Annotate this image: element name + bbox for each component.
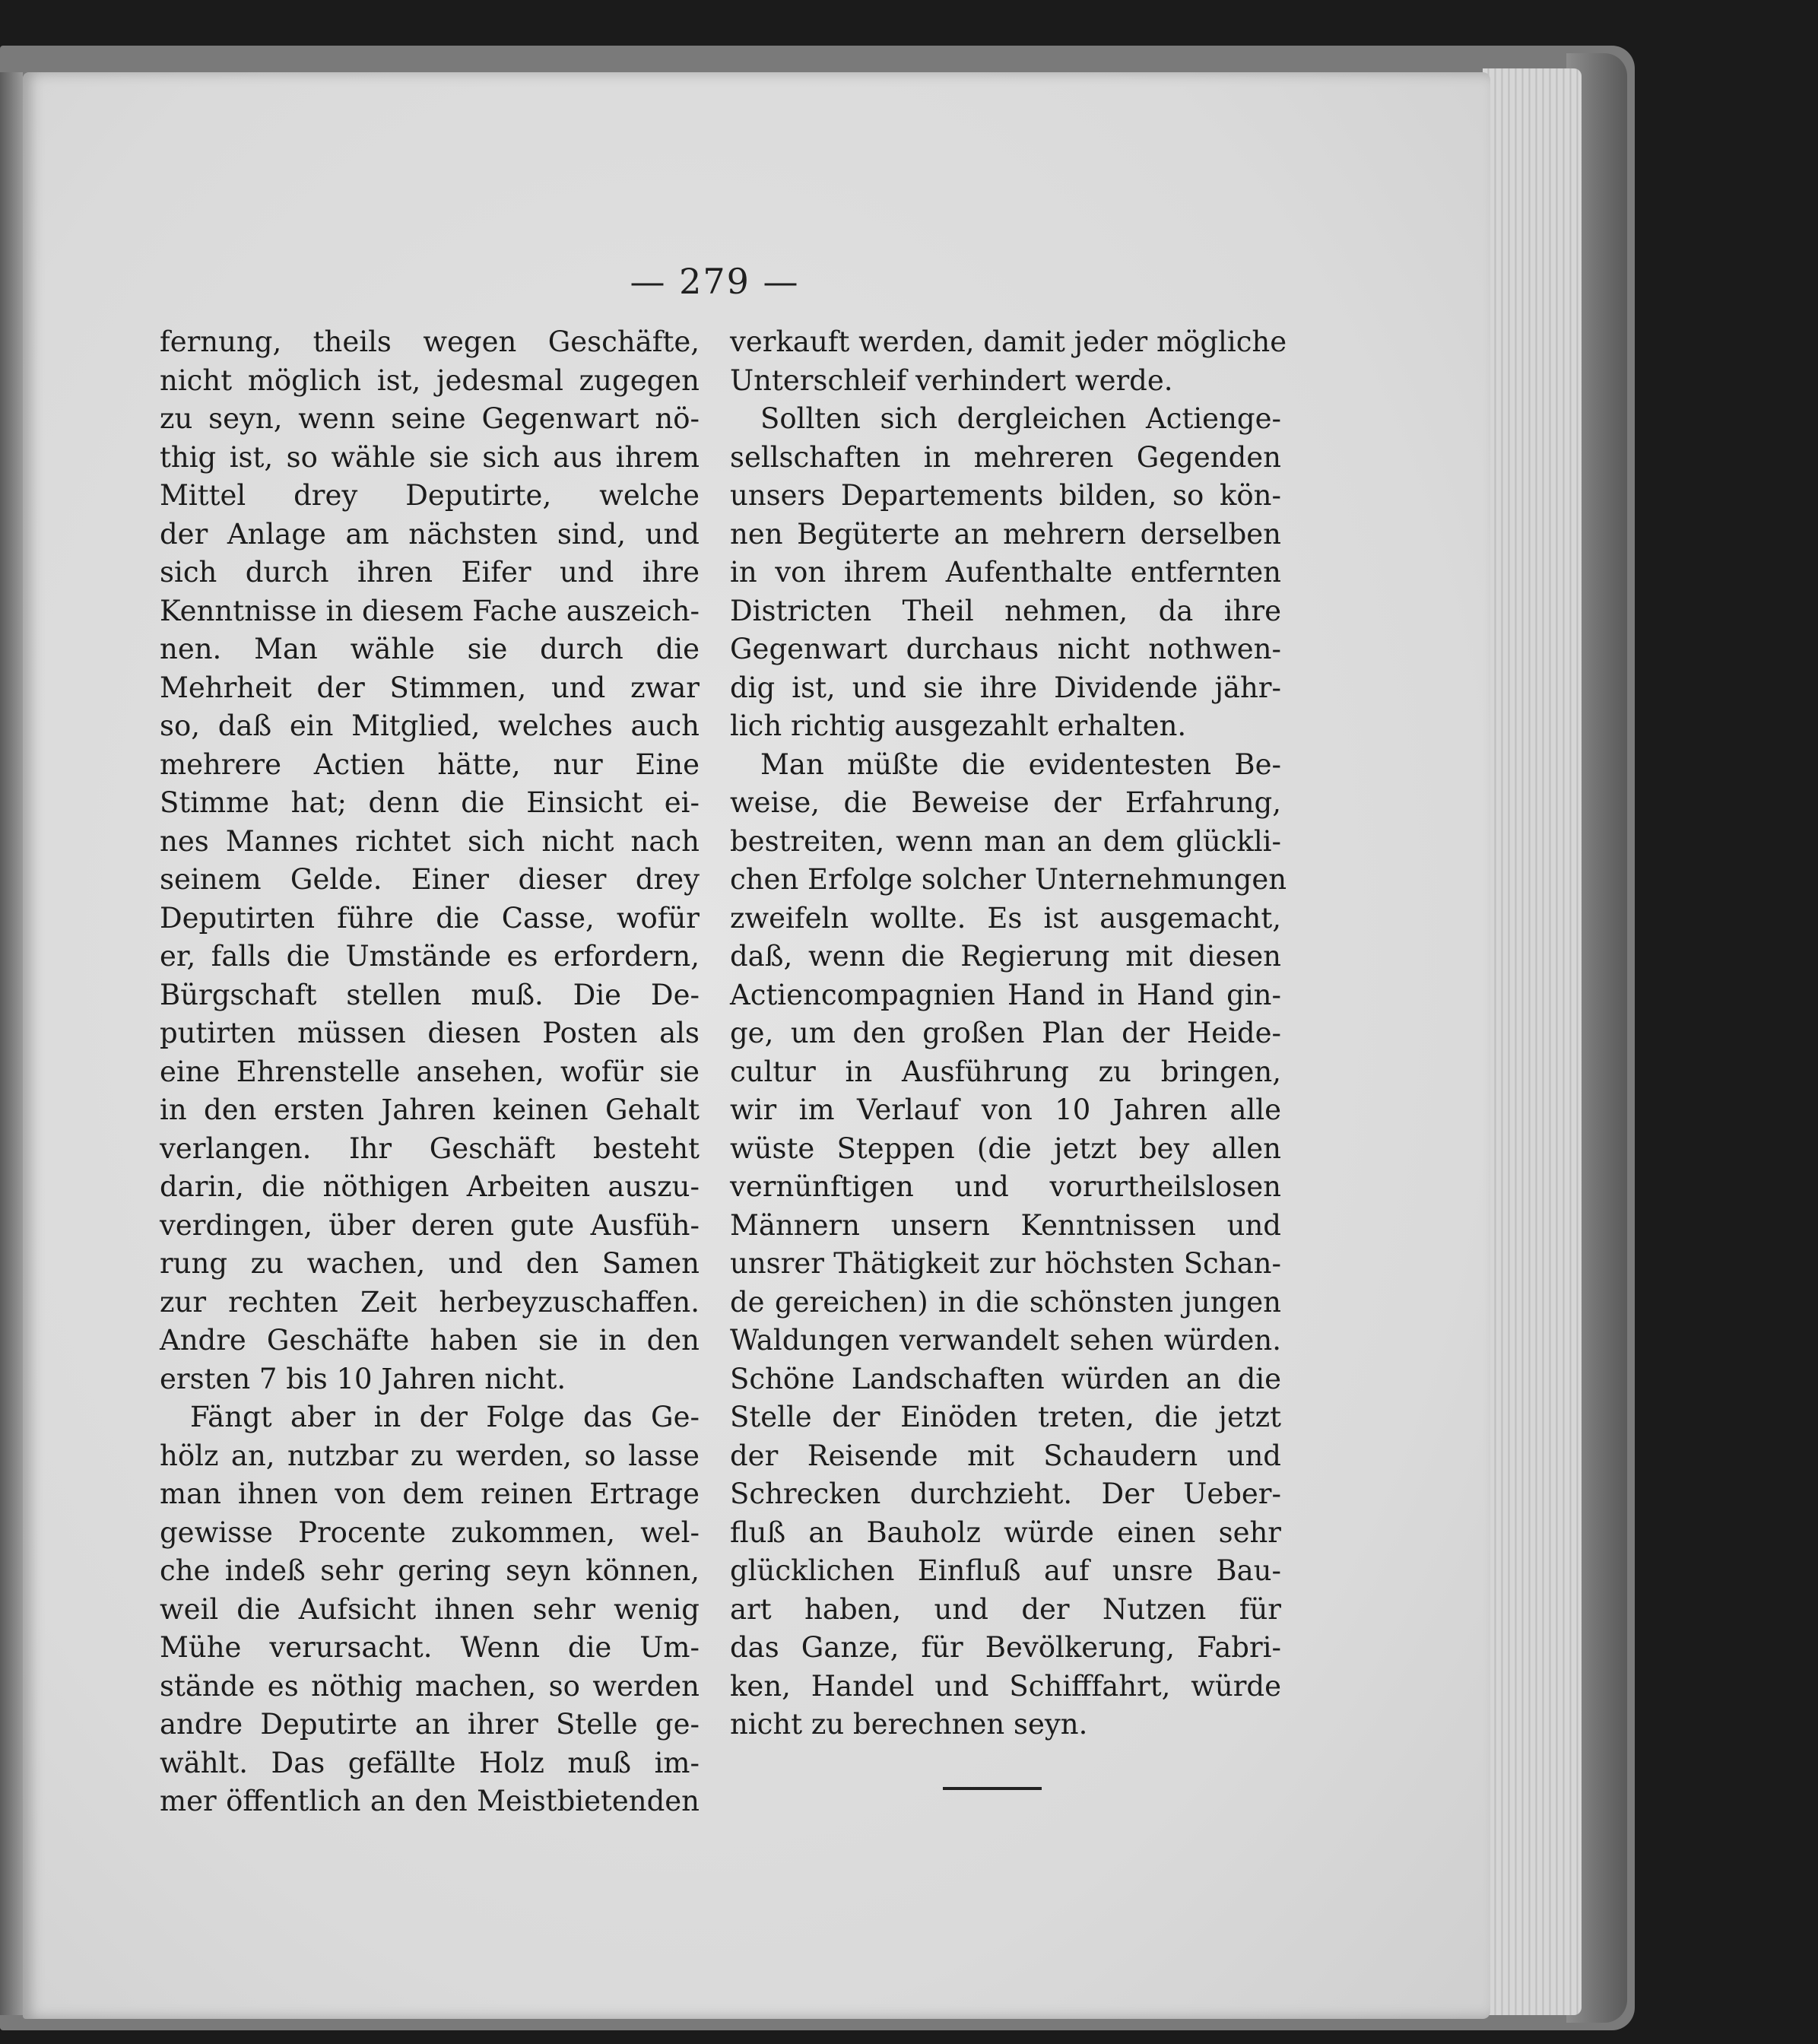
text-line: nen Begüterte an mehrern derselben	[730, 517, 1281, 551]
text-line: verdingen, über deren gute Ausfüh-	[160, 1208, 700, 1242]
text-line: der Anlage am nächsten sind, und	[160, 517, 700, 551]
text-line: wüste Steppen (die jetzt bey allen	[730, 1132, 1281, 1165]
text-line: der Reisende mit Schaudern und	[730, 1439, 1281, 1472]
text-line: mehrere Actien hätte, nur Eine	[160, 747, 700, 781]
text-line: Schrecken durchzieht. Der Ueber-	[730, 1477, 1281, 1510]
text-line: Andre Geschäfte haben sie in den	[160, 1324, 700, 1357]
page-edges	[1483, 68, 1582, 2015]
text-line: weise, die Beweise der Erfahrung,	[730, 786, 1281, 819]
text-line: thig ist, so wähle sie sich aus ihrem	[160, 440, 700, 474]
text-line: Stelle der Einöden treten, die jetzt	[730, 1401, 1281, 1433]
text-line: Mehrheit der Stimmen, und zwar	[160, 671, 700, 704]
text-line: dig ist, und sie ihre Dividende jähr-	[730, 671, 1281, 704]
text-line: Fängt aber in der Folge das Ge-	[190, 1401, 700, 1433]
text-line: Unterschleif verhindert werde.	[730, 363, 1173, 397]
text-line: che indeß sehr gering seyn können,	[160, 1554, 700, 1587]
text-line: hölz an, nutzbar zu werden, so lasse	[160, 1439, 700, 1472]
text-line: fluß an Bauholz würde einen sehr	[730, 1516, 1281, 1549]
text-line: verkauft werden, damit jeder mögliche	[730, 325, 1287, 358]
text-line: ken, Handel und Schifffahrt, würde	[730, 1669, 1281, 1703]
end-rule	[943, 1787, 1042, 1790]
text-line: er, falls die Umstände es erfordern,	[160, 940, 700, 973]
text-line: Stimme hat; denn die Einsicht ei-	[160, 786, 700, 819]
text-line: Bürgschaft stellen muß. Die De-	[160, 978, 700, 1011]
text-line: fernung, theils wegen Geschäfte,	[160, 325, 700, 358]
text-line: Waldungen verwandelt sehen würden.	[730, 1324, 1281, 1357]
text-line: Man müßte die evidentesten Be-	[760, 747, 1281, 781]
text-line: sellschaften in mehreren Gegenden	[730, 440, 1281, 474]
text-line: nicht zu berechnen seyn.	[730, 1708, 1088, 1741]
text-line: putirten müssen diesen Posten als	[160, 1017, 700, 1049]
text-line: ge, um den großen Plan der Heide-	[730, 1017, 1281, 1049]
text-line: de gereichen) in die schönsten jungen	[730, 1285, 1281, 1319]
book-page	[23, 72, 1490, 2019]
text-line: Districten Theil nehmen, da ihre	[730, 594, 1281, 627]
text-line: wir im Verlauf von 10 Jahren alle	[730, 1093, 1281, 1126]
text-line: glücklichen Einfluß auf unsre Bau-	[730, 1554, 1281, 1587]
text-line: Männern unsern Kenntnissen und	[730, 1208, 1281, 1242]
text-line: Mühe verursacht. Wenn die Um-	[160, 1631, 700, 1664]
text-line: in den ersten Jahren keinen Gehalt	[160, 1093, 700, 1126]
page-number: — 279 —	[630, 261, 800, 302]
text-column-right	[730, 323, 1287, 1744]
text-line: das Ganze, für Bevölkerung, Fabri-	[730, 1631, 1281, 1664]
text-line: weil die Aufsicht ihnen sehr wenig	[160, 1592, 700, 1626]
text-line: Gegenwart durchaus nicht nothwen-	[730, 633, 1281, 665]
text-column-left	[160, 323, 700, 1821]
text-line: ersten 7 bis 10 Jahren nicht.	[160, 1362, 566, 1395]
book-gutter	[0, 72, 23, 2015]
text-line: Actiencompagnien Hand in Hand gin-	[730, 978, 1281, 1011]
text-line: in von ihrem Aufenthalte entfernten	[730, 556, 1281, 589]
text-line: nen. Man wähle sie durch die	[160, 633, 700, 665]
text-line: rung zu wachen, und den Samen	[160, 1247, 700, 1280]
text-line: daß, wenn die Regierung mit diesen	[730, 940, 1281, 973]
text-line: verlangen. Ihr Geschäft besteht	[160, 1132, 700, 1165]
text-line: zweifeln wollte. Es ist ausgemacht,	[730, 901, 1281, 935]
text-line: Sollten sich dergleichen Actienge-	[760, 402, 1281, 435]
text-line: andre Deputirte an ihrer Stelle ge-	[160, 1708, 700, 1741]
text-line: Schöne Landschaften würden an die	[730, 1362, 1281, 1395]
text-line: stände es nöthig machen, so werden	[160, 1669, 700, 1703]
text-line: darin, die nöthigen Arbeiten auszu-	[160, 1170, 700, 1203]
text-line: seinem Gelde. Einer dieser drey	[160, 863, 700, 896]
text-line: zur rechten Zeit herbeyzuschaffen.	[160, 1285, 700, 1319]
text-line: wählt. Das gefällte Holz muß im-	[160, 1746, 700, 1779]
text-line: mer öffentlich an den Meistbietenden	[160, 1785, 700, 1817]
text-line: nicht möglich ist, jedesmal zugegen	[160, 363, 700, 397]
text-line: eine Ehrenstelle ansehen, wofür sie	[160, 1055, 700, 1088]
text-line: Kenntnisse in diesem Fache auszeich-	[160, 594, 700, 627]
text-line: so, daß ein Mitglied, welches auch	[160, 709, 700, 742]
text-line: sich durch ihren Eifer und ihre	[160, 556, 700, 589]
text-line: bestreiten, wenn man an dem glückli-	[730, 824, 1281, 858]
text-line: cultur in Ausführung zu bringen,	[730, 1055, 1281, 1088]
text-line: zu seyn, wenn seine Gegenwart nö-	[160, 402, 700, 435]
text-line: man ihnen von dem reinen Ertrage	[160, 1477, 700, 1510]
text-line: Deputirten führe die Casse, wofür	[160, 901, 700, 935]
text-line: chen Erfolge solcher Unternehmungen	[730, 863, 1287, 896]
text-line: vernünftigen und vorurtheilslosen	[730, 1170, 1281, 1203]
text-line: unsers Departements bilden, so kön-	[730, 479, 1281, 512]
text-line: Mittel drey Deputirte, welche	[160, 479, 700, 512]
text-line: art haben, und der Nutzen für	[730, 1592, 1281, 1626]
text-line: gewisse Procente zukommen, wel-	[160, 1516, 700, 1549]
text-line: nes Mannes richtet sich nicht nach	[160, 824, 700, 858]
text-line: unsrer Thätigkeit zur höchsten Schan-	[730, 1247, 1281, 1280]
text-line: lich richtig ausgezahlt erhalten.	[730, 709, 1187, 742]
